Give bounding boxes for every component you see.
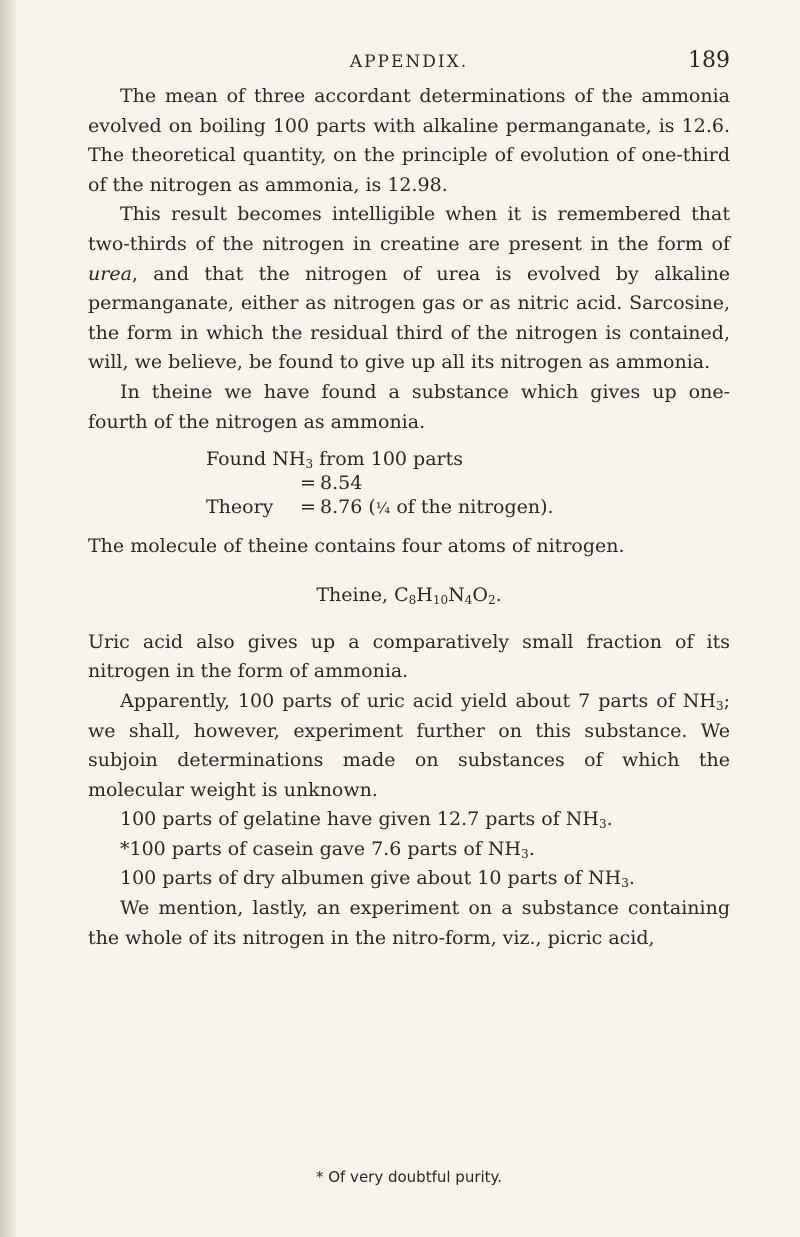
running-head: APPENDIX. bbox=[349, 52, 469, 72]
italic-urea: urea bbox=[88, 262, 132, 285]
theory-value bbox=[320, 495, 730, 520]
found-label: Found NH bbox=[206, 448, 306, 471]
subscript: 3 bbox=[305, 457, 314, 472]
subscript: 8 bbox=[408, 592, 417, 607]
book-page bbox=[88, 48, 730, 1218]
text-span: ; we shall, however, experiment further on this substance. We subjoin determinations made on substances of which the molecular weight is unknown. bbox=[88, 689, 730, 801]
formula-text: N bbox=[448, 583, 465, 606]
line-albumen bbox=[88, 864, 730, 894]
text-span: This result becomes intelligible when it is remembered that two-thirds of the nitrogen in creatine are present in the form of bbox=[88, 203, 730, 255]
subscript: 2 bbox=[487, 592, 496, 607]
text-span: *100 parts of casein gave 7.6 parts of NH bbox=[120, 837, 522, 860]
found-rest: from 100 parts bbox=[313, 448, 464, 471]
spacer bbox=[206, 471, 296, 495]
subscript: 3 bbox=[598, 817, 607, 832]
page-header bbox=[88, 48, 730, 82]
subscript: 4 bbox=[464, 592, 473, 607]
paragraph-uric-acid: Uric acid also gives up a comparatively small fraction of its nitrogen in the form of ammonia. bbox=[88, 630, 730, 683]
page-binding-edge bbox=[0, 0, 18, 1237]
footnote: * Of very doubtful purity. bbox=[315, 1168, 503, 1186]
line-casein bbox=[88, 835, 730, 865]
equals-sign: = bbox=[300, 496, 316, 519]
text-span: 100 parts of dry albumen give about 10 parts of NH bbox=[120, 867, 622, 890]
paragraph-mean-determinations: The mean of three accordant determinations of the ammonia evolved on boiling 100 parts with alkaline permanganate, is 12.6. The theoretical quantity, on the principle of evolution of one-third of the nitrogen as ammonia, is 12.98. bbox=[88, 85, 730, 196]
subscript: 3 bbox=[621, 876, 629, 891]
paragraph-theine: In theine we have found a substance which gives up one-fourth of the nitrogen as ammonia. bbox=[88, 380, 730, 433]
ammonia-results-block bbox=[206, 447, 730, 520]
formula-text: . bbox=[495, 583, 502, 606]
subscript: 10 bbox=[432, 592, 449, 607]
theory-number: 8.76 ( bbox=[320, 496, 376, 519]
found-value: 8.54 bbox=[320, 472, 363, 495]
theory-rest: of the nitrogen). bbox=[390, 496, 554, 519]
found-value-row bbox=[206, 471, 730, 495]
formula-text: O bbox=[472, 583, 488, 606]
formula-text: Theine, C bbox=[316, 583, 409, 606]
text-span: , and that the nitrogen of urea is evolved by alkaline permanganate, either as nitrogen gas or as nitric acid. Sarcosine, the form in which the residual third of the nitrogen is contained, will, we believe, be found to give up all its nitrogen as ammonia. bbox=[88, 262, 730, 374]
subscript: 3 bbox=[521, 846, 529, 861]
paragraph-uric-yield bbox=[88, 687, 730, 805]
text-span: 100 parts of gelatine have given 12.7 parts of NH bbox=[120, 808, 599, 831]
page-number: 189 bbox=[688, 48, 730, 73]
theine-formula bbox=[88, 584, 730, 606]
text-span: Apparently, 100 parts of uric acid yield about 7 parts of NH bbox=[120, 689, 716, 712]
line-gelatine bbox=[88, 805, 730, 835]
found-line bbox=[206, 447, 730, 471]
text-span: . bbox=[628, 867, 635, 890]
theory-row bbox=[206, 495, 730, 520]
paragraph-creatine-explanation bbox=[88, 200, 730, 378]
formula-text: H bbox=[416, 583, 433, 606]
molecule-sentence: The molecule of theine contains four atoms of nitrogen. bbox=[88, 535, 625, 558]
text-span: . bbox=[606, 808, 613, 831]
fraction-quarter: ¼ bbox=[375, 499, 391, 518]
text-span: . bbox=[528, 837, 535, 860]
paragraph-picric-acid: We mention, lastly, an experiment on a substance containing the whole of its nitrogen in the nitro-form, viz., picric acid, bbox=[88, 897, 730, 949]
equals-sign: = bbox=[300, 472, 316, 495]
theory-label: Theory bbox=[206, 496, 274, 519]
subscript: 3 bbox=[715, 698, 724, 713]
